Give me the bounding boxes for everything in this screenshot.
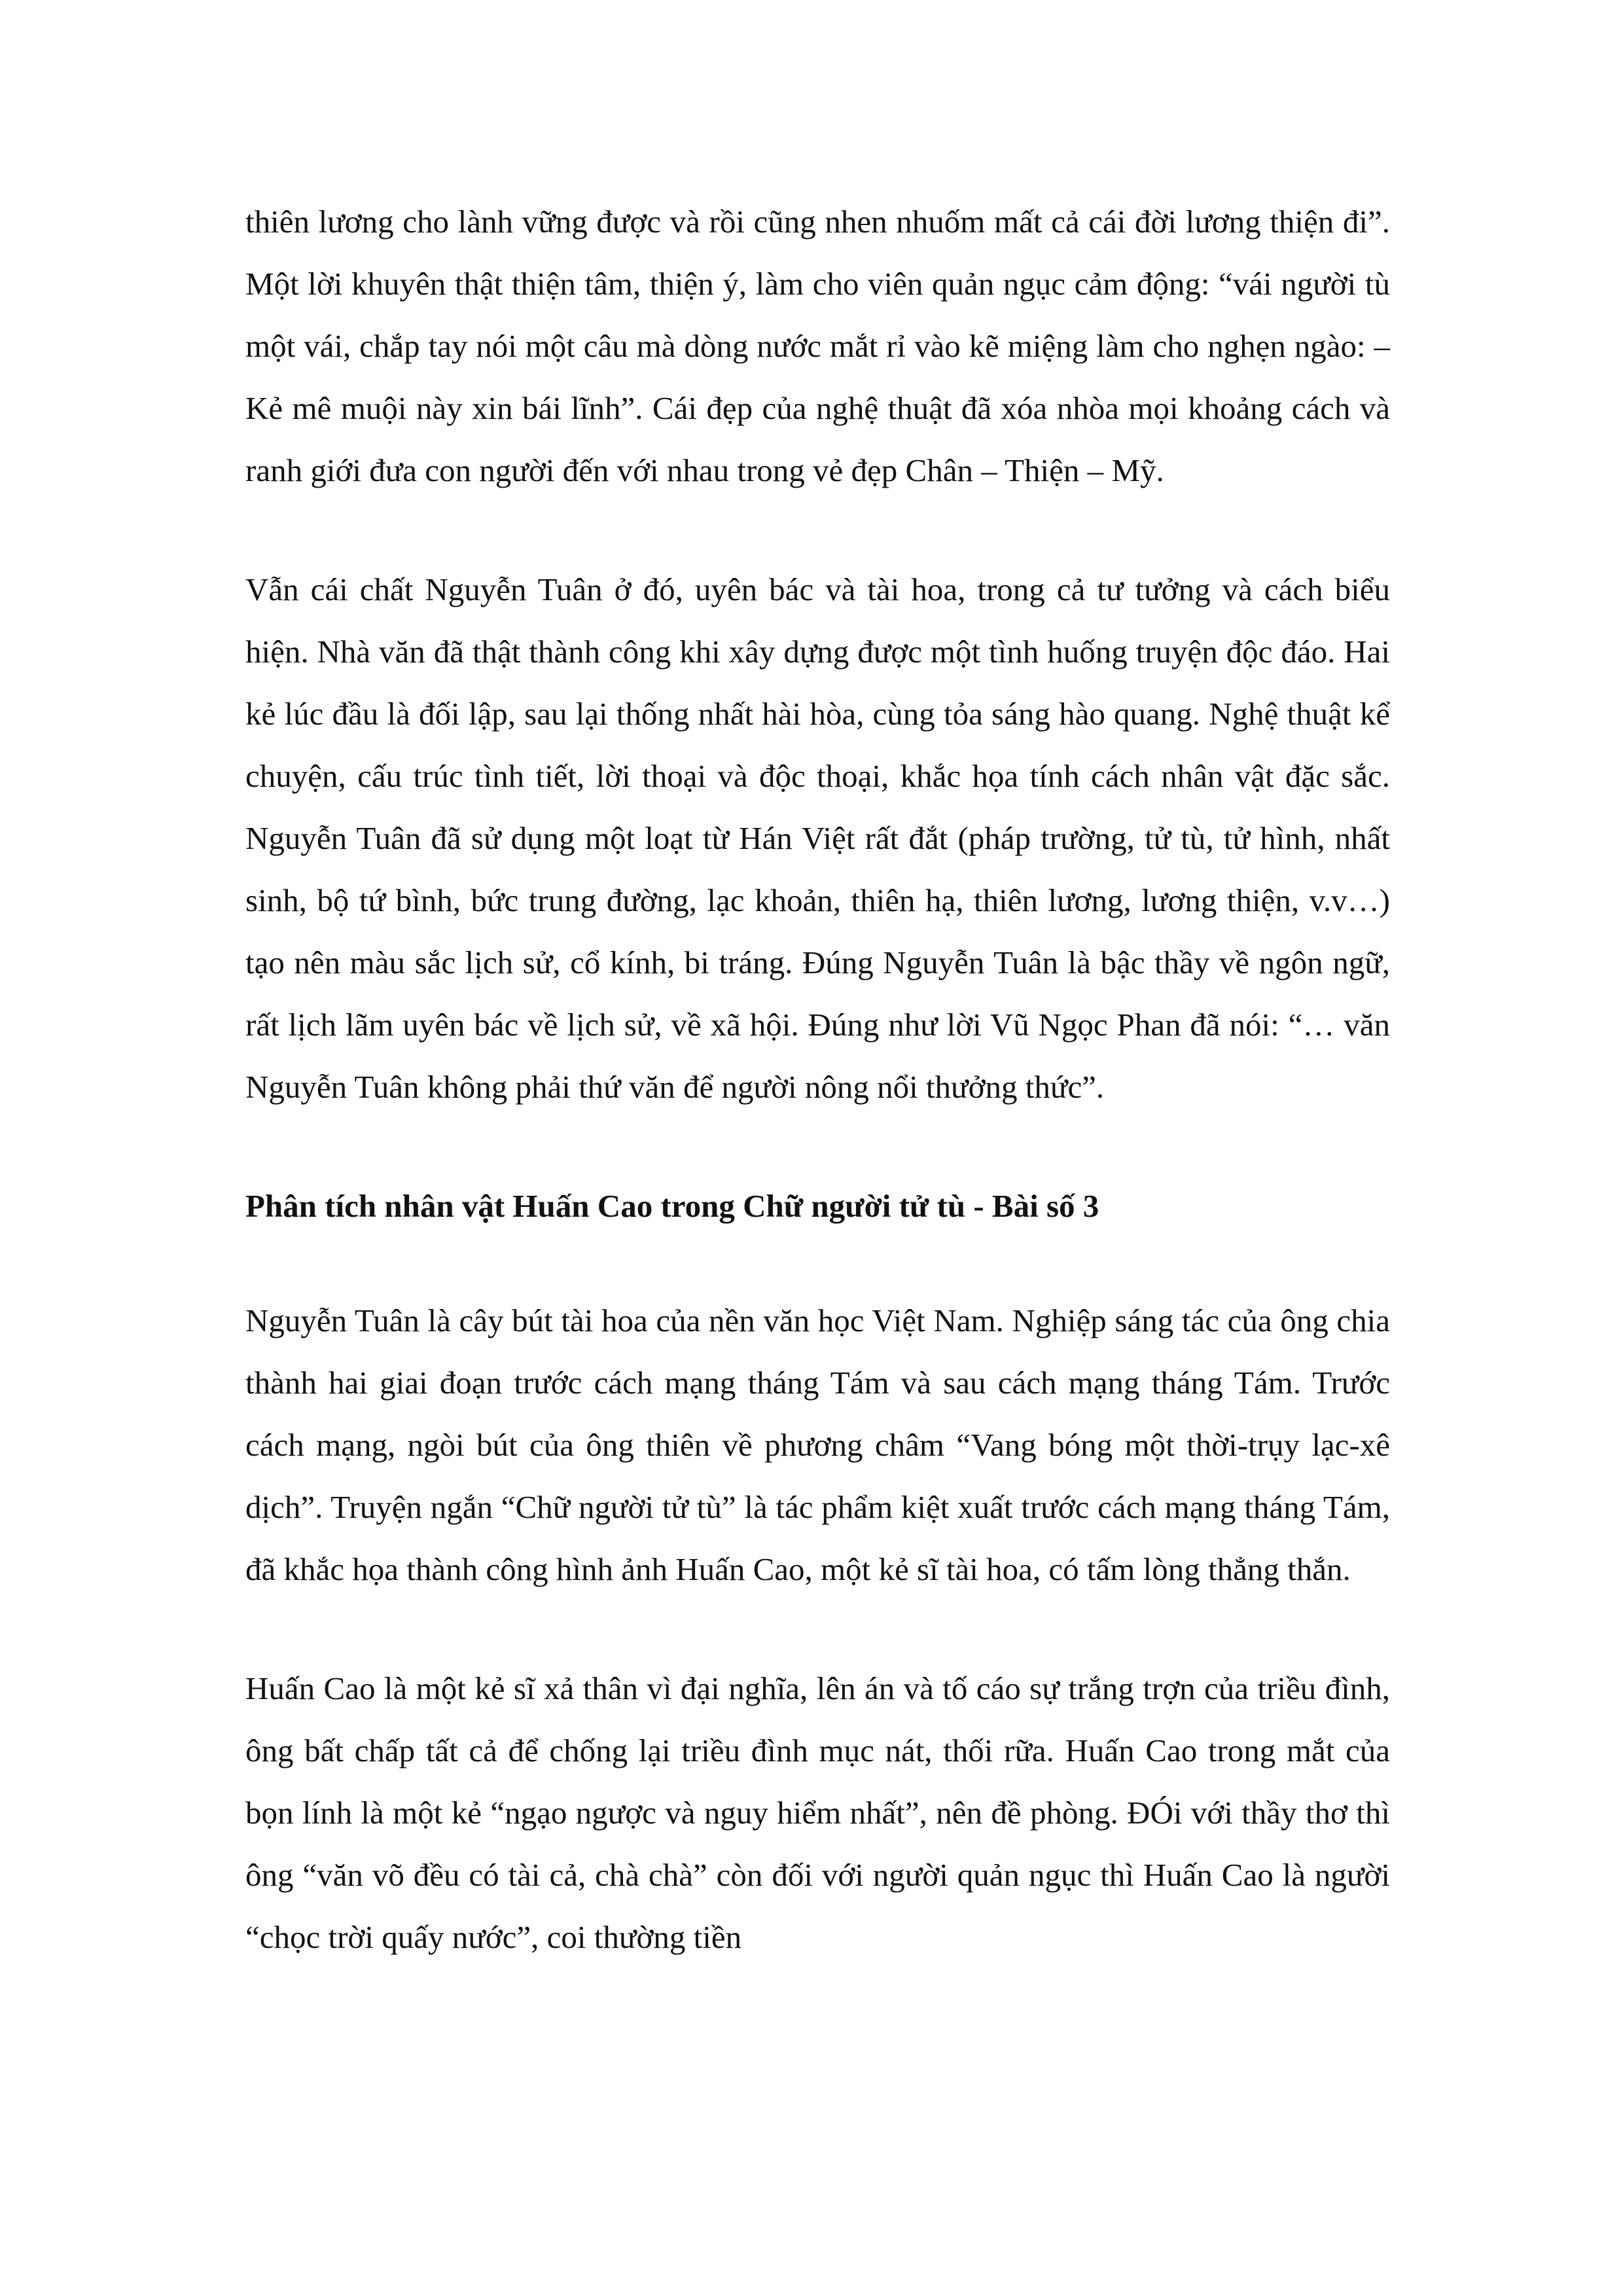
paragraph-4: Huấn Cao là một kẻ sĩ xả thân vì đại nghĩa, lên án và tố cáo sự trắng trợn của triều đình, ông bất chấp tất cả để chống lại triều đình mục nát, thối rữa. Huấn Cao trong mắt của bọn lính là một kẻ “ngạo ngược và nguy hiểm nhất”, nên đề phòng. ĐÓi với thầy thơ thì ông “văn võ đều có tài cả, chà chà” còn đối với người quản ngục thì Huấn Cao là người “chọc trời quấy nước”, coi thường tiền (245, 1670, 1390, 1955)
paragraph-1: thiên lương cho lành vững được và rồi cũng nhen nhuốm mất cả cái đời lương thiện đi”. Một lời khuyên thật thiện tâm, thiện ý, làm cho viên quản ngục cảm động: “vái người tù một vái, chắp tay nói một câu mà dòng nước mắt rỉ vào kẽ miệng làm cho nghẹn ngào: – Kẻ mê muội này xin bái lĩnh”. Cái đẹp của nghệ thuật đã xóa nhòa mọi khoảng cách và ranh giới đưa con người đến với nhau trong vẻ đẹp Chân – Thiện – Mỹ. (245, 204, 1390, 488)
paragraph-2: Vẫn cái chất Nguyễn Tuân ở đó, uyên bác và tài hoa, trong cả tư tưởng và cách biểu hiện. Nhà văn đã thật thành công khi xây dựng được một tình huống truyện độc đáo. Hai kẻ lúc đầu là đối lập, sau lại thống nhất hài hòa, cùng tỏa sáng hào quang. Nghệ thuật kể chuyện, cấu trúc tình tiết, lời thoại và độc thoại, khắc họa tính cách nhân vật đặc sắc. Nguyễn Tuân đã sử dụng một loạt từ Hán Việt rất đắt (pháp trường, tử tù, tử hình, nhất sinh, bộ tứ bình, bức trung đường, lạc khoản, thiên hạ, thiên lương, lương thiện, v.v…) tạo nên màu sắc lịch sử, cổ kính, bi tráng. Đúng Nguyễn Tuân là bậc thầy về ngôn ngữ, rất lịch lãm uyên bác về lịch sử, về xã hội. Đúng như lời Vũ Ngọc Phan đã nói: “… văn Nguyễn Tuân không phải thứ văn để người nông nổi thưởng thức”. (245, 571, 1390, 1105)
paragraph-3: Nguyễn Tuân là cây bút tài hoa của nền văn học Việt Nam. Nghiệp sáng tác của ông chia thành hai giai đoạn trước cách mạng tháng Tám và sau cách mạng tháng Tám. Trước cách mạng, ngòi bút của ông thiên về phương châm “Vang bóng một thời-trụy lạc-xê dịch”. Truyện ngắn “Chữ người tử tù” là tác phẩm kiệt xuất trước cách mạng tháng Tám, đã khắc họa thành công hình ảnh Huấn Cao, một kẻ sĩ tài hoa, có tấm lòng thẳng thắn. (245, 1302, 1390, 1587)
section-heading: Phân tích nhân vật Huấn Cao trong Chữ người tử tù - Bài số 3 (245, 1188, 1099, 1224)
